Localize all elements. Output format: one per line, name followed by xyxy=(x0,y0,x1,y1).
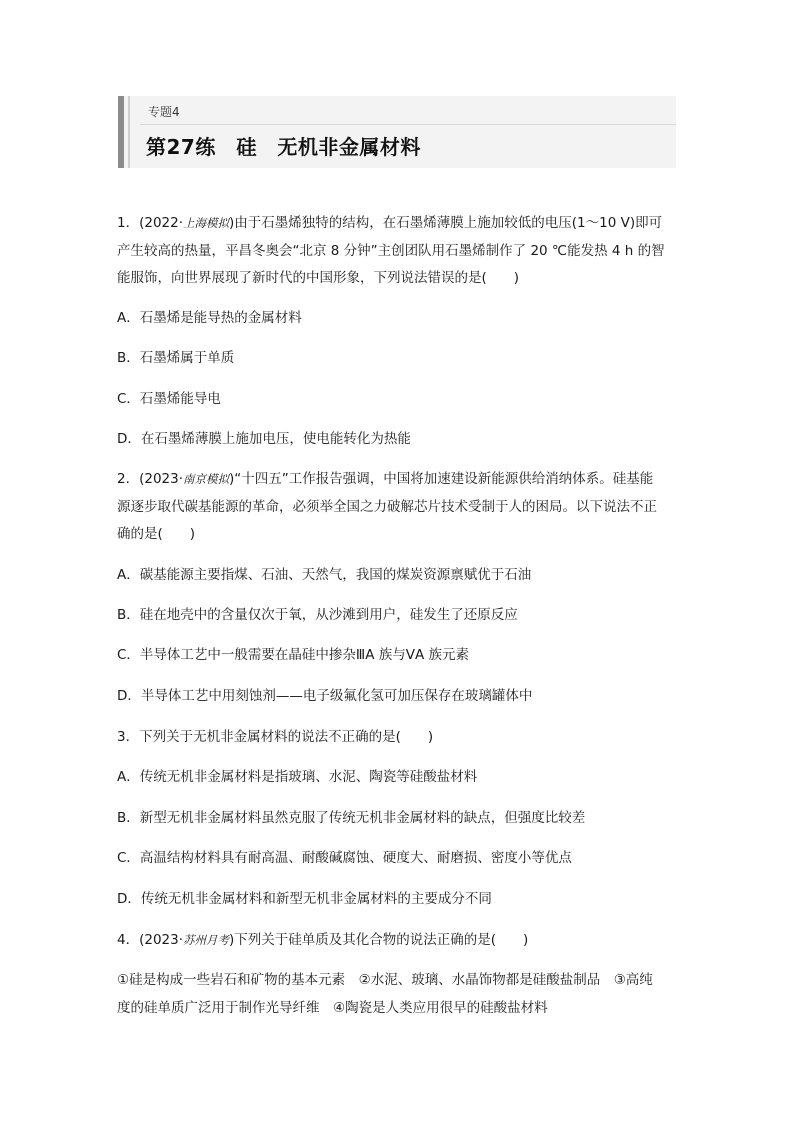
page-title: 第27练 硅 无机非金属材料 xyxy=(146,135,421,159)
question-1-stem-line-1 xyxy=(117,213,662,233)
question-3-option-a: A．传统无机非金属材料是指玻璃、水泥、陶瓷等硅酸盐材料 xyxy=(117,769,478,785)
question-2-option-d: D．半导体工艺中用刻蚀剂——电子级氟化氢可加压保存在玻璃罐体中 xyxy=(117,688,533,704)
question-2-source: 南京模拟 xyxy=(183,472,230,486)
question-2-stem-line-3: 确的是( ) xyxy=(117,526,196,542)
question-2-text: )“十四五”工作报告强调，中国将加速建设新能源供给消纳体系。硅基能 xyxy=(229,471,654,487)
question-1-option-c: C．石墨烯能导电 xyxy=(117,391,221,407)
question-1-option-b: B．石墨烯属于单质 xyxy=(117,350,235,366)
question-2-stem-line-1 xyxy=(117,469,653,489)
header-divider xyxy=(140,124,676,125)
question-4-source: 苏州月考 xyxy=(183,933,230,947)
question-2-option-a: A．碳基能源主要指煤、石油、天然气，我国的煤炭资源禀赋优于石油 xyxy=(117,567,532,583)
header-accent-line xyxy=(128,96,130,168)
question-1-number: 1．(2022· xyxy=(117,215,184,231)
topic-label: 专题4 xyxy=(148,105,180,119)
question-1-stem-line-3: 能服饰，向世界展现了新时代的中国形象，下列说法错误的是( ) xyxy=(117,270,520,286)
question-3-option-d: D．传统无机非金属材料和新型无机非金属材料的主要成分不同 xyxy=(117,891,492,907)
question-1-text: )由于石墨烯独特的结构，在石墨烯薄膜上施加较低的电压(1～10 V)即可 xyxy=(229,215,663,231)
question-4-statements-line-2: 度的硅单质广泛用于制作光导纤维 ④陶瓷是人类应用很早的硅酸盐材料 xyxy=(117,1000,548,1016)
question-2-number: 2．(2023· xyxy=(117,471,184,487)
question-1-source: 上海模拟 xyxy=(183,216,230,230)
question-3-option-b: B．新型无机非金属材料虽然克服了传统无机非金属材料的缺点，但强度比较差 xyxy=(117,810,586,826)
question-2-stem-line-2: 源逐步取代碳基能源的革命，必须举全国之力破解芯片技术受制于人的困局。以下说法不正 xyxy=(117,499,657,515)
question-2-option-c: C．半导体工艺中一般需要在晶硅中掺杂ⅢA 族与ⅤA 族元素 xyxy=(117,647,470,663)
header-accent-bar xyxy=(118,96,124,168)
question-4-statements-line-1: ①硅是构成一些岩石和矿物的基本元素 ②水泥、玻璃、水晶饰物都是硅酸盐制品 ③高纯 xyxy=(117,972,653,988)
chapter-header xyxy=(118,96,676,168)
question-3-stem: 3．下列关于无机非金属材料的说法不正确的是( ) xyxy=(117,729,434,745)
question-1-stem-line-2: 产生较高的热量，平昌冬奥会“北京 8 分钟”主创团队用石墨烯制作了 20 ℃能发热 4 h 的智 xyxy=(117,243,665,259)
question-4-number: 4．(2023· xyxy=(117,932,184,948)
question-2-option-b: B．硅在地壳中的含量仅次于氧，从沙滩到用户，硅发生了还原反应 xyxy=(117,607,518,623)
question-4-text: )下列关于硅单质及其化合物的说法正确的是( ) xyxy=(229,932,529,948)
question-1-option-a: A．石墨烯是能导热的金属材料 xyxy=(117,310,302,326)
question-1-option-d: D．在石墨烯薄膜上施加电压，使电能转化为热能 xyxy=(117,431,411,447)
question-3-option-c: C．高温结构材料具有耐高温、耐酸碱腐蚀、硬度大、耐磨损、密度小等优点 xyxy=(117,850,572,866)
question-4-stem-line-1 xyxy=(117,930,528,950)
